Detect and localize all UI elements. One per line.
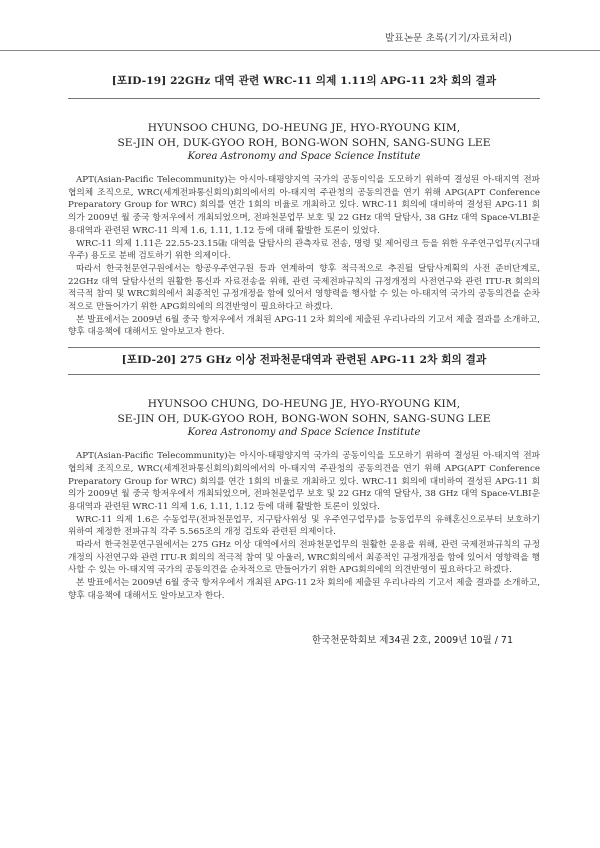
abstract-paragraph: WRC-11 의제 1.6은 수동업무(전파천문업무, 지구탐사위성 및 우주연구업무)를 능동업무의 유해혼신으로부터 보호하기 위하여 제정한 전파규칙 각주 5.565조의 개정 검토와 관련된 의제이다.	[68, 514, 540, 538]
page-footer-citation: 한국천문학회보 제34권 2호, 2009년 10월 / 71	[312, 635, 513, 646]
header-divider	[0, 50, 600, 51]
authors-line-1: HYUNSOO CHUNG, DO-HEUNG JE, HYO-RYOUNG KIM,	[147, 122, 461, 134]
author-list	[68, 121, 540, 150]
author-affiliation: Korea Astronomy and Space Science Institute	[187, 151, 421, 162]
abstract-paragraph: APT(Asian-Pacific Telecommunity)는 아시아-태평양지역 국가의 공동이익을 도모하기 위하여 결성된 아-태지역 전파협의체 조직으로, WRC(세계전파통신회의)회의에서의 아-태지역 주관청의 공동의견을 연기 위해 APG(APT Conference Preparatory Group for WRC) 회의를 연간 1회의 비율로 개최하고 있다. WRC-11 회의에 대비하여 결성된 APG-11 회의가 2009년 월 중국 항저우에서 개최되었으며, 전파천문업무 보호 및 22 GHz 대역 달탐사, 38 GHz 대역 Space-VLBI운용대역과 관련된 WRC-11 의제 1.6, 1.11, 1.12 등에 대해 활발한 토론이 있었다.	[68, 175, 540, 236]
author-affiliation: Korea Astronomy and Space Science Institute	[187, 427, 421, 439]
abstract-paragraph: 본 발표에서는 2009년 6월 중국 항저우에서 개최된 APG-11 2차 회의에 제출된 우리나라의 기고서 제출 결과를 소개하고, 향후 대응책에 대해서도 알아보고자 한다.	[68, 578, 540, 601]
section-header-label: 발표논문 초록(기기/자료처리)	[385, 33, 512, 44]
abstract-paragraph: 본 발표에서는 2009년 6월 중국 항저우에서 개최된 APG-11 2차 회의에 제출된 우리나라의 기고서 제출 결과를 소개하고, 향후 대응책에 대해서도 알아보고자 한다.	[68, 314, 540, 338]
abstract-pid20	[68, 347, 540, 602]
abstracts-content	[68, 66, 540, 603]
authors-line-1: HYUNSOO CHUNG, DO-HEUNG JE, HYO-RYOUNG KIM,	[147, 398, 461, 411]
abstract-paragraph: WRC-11 의제 1.11은 22.55-23.15㎓ 대역을 달탐사의 관측자료 전송, 명령 및 제어링크 등을 위한 우주연구업무(지구대우주) 용도로 분배 검토하기 위한 의제이다.	[68, 238, 540, 262]
abstract-body	[68, 450, 540, 602]
abstract-paragraph: APT(Asian-Pacific Telecommunity)는 아시아-태평양지역 국가의 공동이익을 도모하기 위하여 결성된 아-태지역 전파협의체 조직으로, WRC(세계전파통신회의)회의에서의 아-태지역 주관청의 공동의견을 연기 위해 APG(APT Conference Preparatory Group for WRC) 회의를 연간 1회의 비율로 개최하고 있다. WRC-11 회의에 대비하여 결성된 APG-11 회의가 2009년 월 중국 항저우에서 개최되었으며, 전파천문업무 보호 및 22 GHz 대역 달탐사, 38 GHz 대역 Space-VLBI운용대역과 관련된 WRC-11 의제 1.6, 1.11, 1.12 등에 대해 활발한 토론이 있었다.	[68, 451, 540, 512]
author-list	[68, 397, 540, 426]
authors-line-2: SE-JIN OH, DUK-GYOO ROH, BONG-WON SOHN, SANG-SUNG LEE	[117, 136, 491, 149]
authors-line-2: SE-JIN OH, DUK-GYOO ROH, BONG-WON SOHN, SANG-SUNG LEE	[117, 412, 491, 425]
abstract-title: [포ID-20] 275 GHz 이상 전파천문대역과 관련된 APG-11 2차 회의 결과	[68, 347, 540, 375]
section-spacer	[68, 339, 540, 347]
abstract-paragraph: 따라서 한국천문연구원에서는 항공우주연구원 등과 연계하여 향후 적극적으로 추진될 달탐사계획의 사전 준비단계로, 22GHz 대역 달탐사선의 원활한 통신과 자료전송을 위해, 관련 국제전파규칙의 규정개정의 사전연구와 관련 ITU-R 회의의 적극적 참여 및 WRC회의에서 최종적인 규정개정을 함에 있어서 영향력을 행사할 수 있는 아-태지역 국가의 공동의견을 순차적으로 만들어가기 위한 APG회의에의 의견반영이 필요하다고 하겠다.	[68, 263, 540, 313]
abstract-paragraph: 따라서 한국천문연구원에서는 275 GHz 이상 대역에서의 전파천문업무의 원활한 운용을 위해, 관련 국제전파규칙의 규정개정의 사전연구와 관련 ITU-R 회의의 적극적 참여 및 아울러, WRC회의에서 최종적인 규정개정을 함에 있어서 영향력을 행사할 수 있는 아-태지역 국가의 공동의견을 순차적으로 만들어가기 위한 APG회의에의 의견반영이 필요하다고 하겠다.	[68, 540, 540, 576]
abstract-pid19	[68, 66, 540, 339]
abstract-body	[68, 174, 540, 339]
abstract-title: [포ID-19] 22GHz 대역 관련 WRC-11 의제 1.11의 APG-11 2차 회의 결과	[68, 66, 540, 99]
